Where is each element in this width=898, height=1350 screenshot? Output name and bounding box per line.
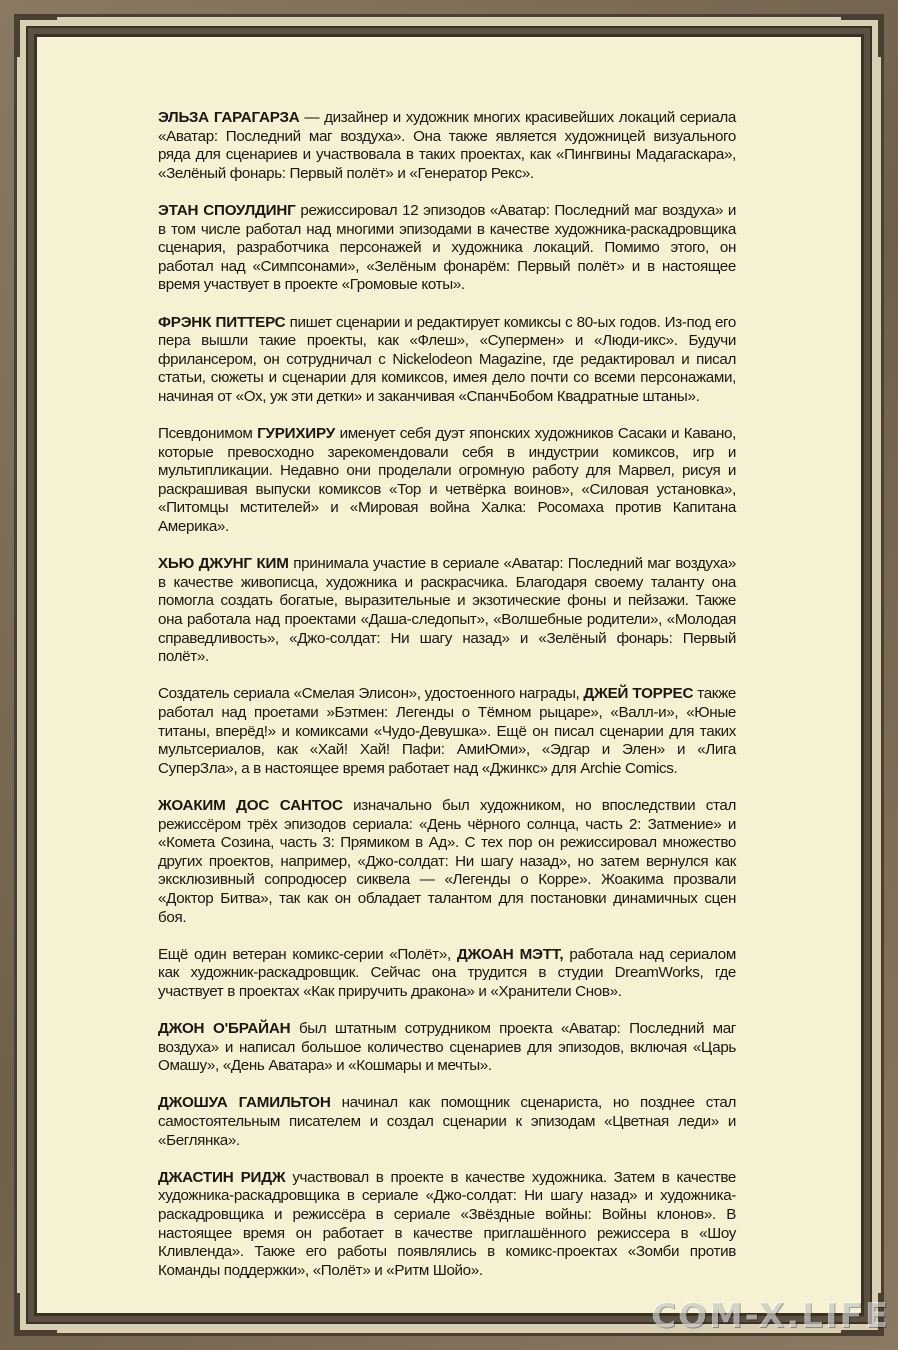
bio-paragraph <box>158 946 736 1002</box>
bio-name: ЭЛЬЗА ГАРАГАРЗА <box>158 109 300 126</box>
bio-name: ГУРИХИРУ <box>257 425 336 443</box>
bio-name: ДЖАСТИН РИДЖ <box>158 1168 286 1186</box>
bio-name: ЭТАН СПОУЛДИНГ <box>158 201 296 219</box>
bio-name: ДЖОН О'БРАЙАН <box>158 1020 291 1038</box>
bio-text: работала над сериалом как художник-раскадровщик. Сейчас она трудится в студии DreamWorks, где участвует в проектах «Как приручить дракона» и «Хранители Снов». <box>158 945 736 1000</box>
bio-paragraph <box>158 1169 736 1281</box>
bio-list <box>158 109 736 1299</box>
bio-paragraph <box>158 1094 736 1150</box>
bio-intro: Псевдонимом <box>158 425 258 443</box>
bio-name: ДЖЕЙ ТОРРЕС <box>583 685 694 703</box>
bio-text: — дизайнер и художник многих красивейших локаций сериала «Аватар: Последний маг воздуха». Она также является художницей визуального ряда для сценариев и участвовала в таких проектах, как «Пингвины Мадагаскара», «Зелёный фонарь: Первый полёт» и «Генератор Рекс». <box>158 109 736 182</box>
bio-text: начинал как помощник сценариста, но позднее стал самостоятельным писателем и создал сценарии к эпизодам «Цветная леди» и «Беглянка». <box>158 1094 736 1149</box>
bio-name: ДЖОАН МЭТТ, <box>456 945 564 963</box>
bio-paragraph <box>158 1020 736 1076</box>
site-watermark: COM-X.LIFE <box>651 1296 890 1336</box>
bio-name: ЖОАКИМ ДОС САНТОС <box>158 796 343 814</box>
bio-paragraph <box>158 425 736 537</box>
bio-name: ДЖОШУА ГАМИЛЬТОН <box>158 1094 331 1112</box>
bio-text: именует себя дуэт японских художников Сасаки и Кавано, которые превосходно зарекомендовали себя в индустрии комиксов, игр и мультипликации. Недавно они проделали огромную работу для Марвел, рисуя и раскрашивая выпуски комиксов «Тор и четвёрка воинов», «Силовая установка», «Питомцы мстителей» и «Мировая война Халка: Росомаха против Капитана Америка». <box>158 425 736 536</box>
bio-text: также работал над проетами »Бэтмен: Легенды о Тёмном рыцаре», «Валл-и», «Юные титаны, вперёд!» и комиксами «Чудо-Девушка». Ещё он писал сценарии для таких мультсериалов, как «Хай! Хай! Пафи: АмиЮми», «Эдгар и Элен» и «Лига СуперЗла», а в настоящее время работает над «Джинкс» для Archie Comics. <box>158 685 736 777</box>
bio-paragraph <box>158 685 736 778</box>
bio-paragraph <box>158 202 736 295</box>
bio-paragraph <box>158 109 736 183</box>
bio-intro: Ещё один ветеран комикс-серии «Полёт», <box>158 945 457 963</box>
bio-paragraph <box>158 314 736 407</box>
bio-text: был штатным сотрудником проекта «Аватар: Последний маг воздуха» и написал большое количество сценариев для эпизодов, включая «Царь Омашу», «День Аватара» и «Кошмары и мечты». <box>158 1020 736 1075</box>
bio-paragraph <box>158 555 736 667</box>
bio-intro: Создатель сериала «Смелая Элисон», удостоенного награды, <box>158 685 584 703</box>
bio-text: участвовал в проекте в качестве художника. Затем в качестве художника-раскадровщика в сериале «Джо-солдат: Ни шагу назад» и художника-раскадровщика и режиссёра в сериале «Звёздные войны: Войны клонов». В настоящее время он работает в качестве приглашённого режиссера в «Шоу Кливленда». Также его работы появлялись в комикс-проектах «Зомби против Команды поддержки», «Полёт» и «Ритм Шойо». <box>158 1168 736 1279</box>
bio-text: режиссировал 12 эпизодов «Аватар: Последний маг воздуха» и в том числе работал над многими эпизодами в качестве художника-раскадровщика сценария, разработчика персонажей и художника локаций. Помимо этого, он работал над «Симпсонами», «Зелёным фонарём: Первый полёт» и в настоящее время участвует в проекте «Громовые коты». <box>158 201 737 294</box>
bio-text: пишет сценарии и редактирует комиксы с 80-ых годов. Из-под его пера вышли такие проекты, как «Флеш», «Супермен» и «Люди-икс». Будучи фрилансером, он сотрудничал с Nickelodeon Magazine, где редактировал и писал статьи, сюжеты и сценарии для комиксов, имея дело почти со всеми персонажами, начиная от «Ох, уж эти детки» и заканчивая «СпанчБобом Квадратные штаны». <box>158 313 736 405</box>
bio-name: ХЬЮ ДЖУНГ КИМ <box>158 555 289 573</box>
bio-paragraph <box>158 797 736 927</box>
bio-name: ФРЭНК ПИТТЕРС <box>158 313 286 331</box>
bio-text: изначально был художником, но впоследствии стал режиссёром трёх эпизодов сериала: «День чёрного солнца, часть 2: Затмение» и «Комета Созина, часть 3: Прямиком в Ад». С тех пор он режиссировал множество других проектов, например, «Джо-солдат: Ни шагу назад», но затем вернулся как эксклюзивный сопродюсер сиквела — «Легенды о Корре». Жоакима прозвали «Доктор Битва», так как он обладает талантом для постановки динамичных сцен боя. <box>158 796 736 926</box>
bio-text: принимала участие в сериале «Аватар: Последний маг воздуха» в качестве живописца, художника и раскрасчика. Благодаря своему таланту она помогла создать богатые, выразительные и экзотические фоны и пейзажи. Также она работала над проектами «Даша-следопыт», «Волшебные родители», «Молодая справедливость», «Джо-солдат: Ни шагу назад» и «Зелёный фонарь: Первый полёт». <box>158 555 736 666</box>
